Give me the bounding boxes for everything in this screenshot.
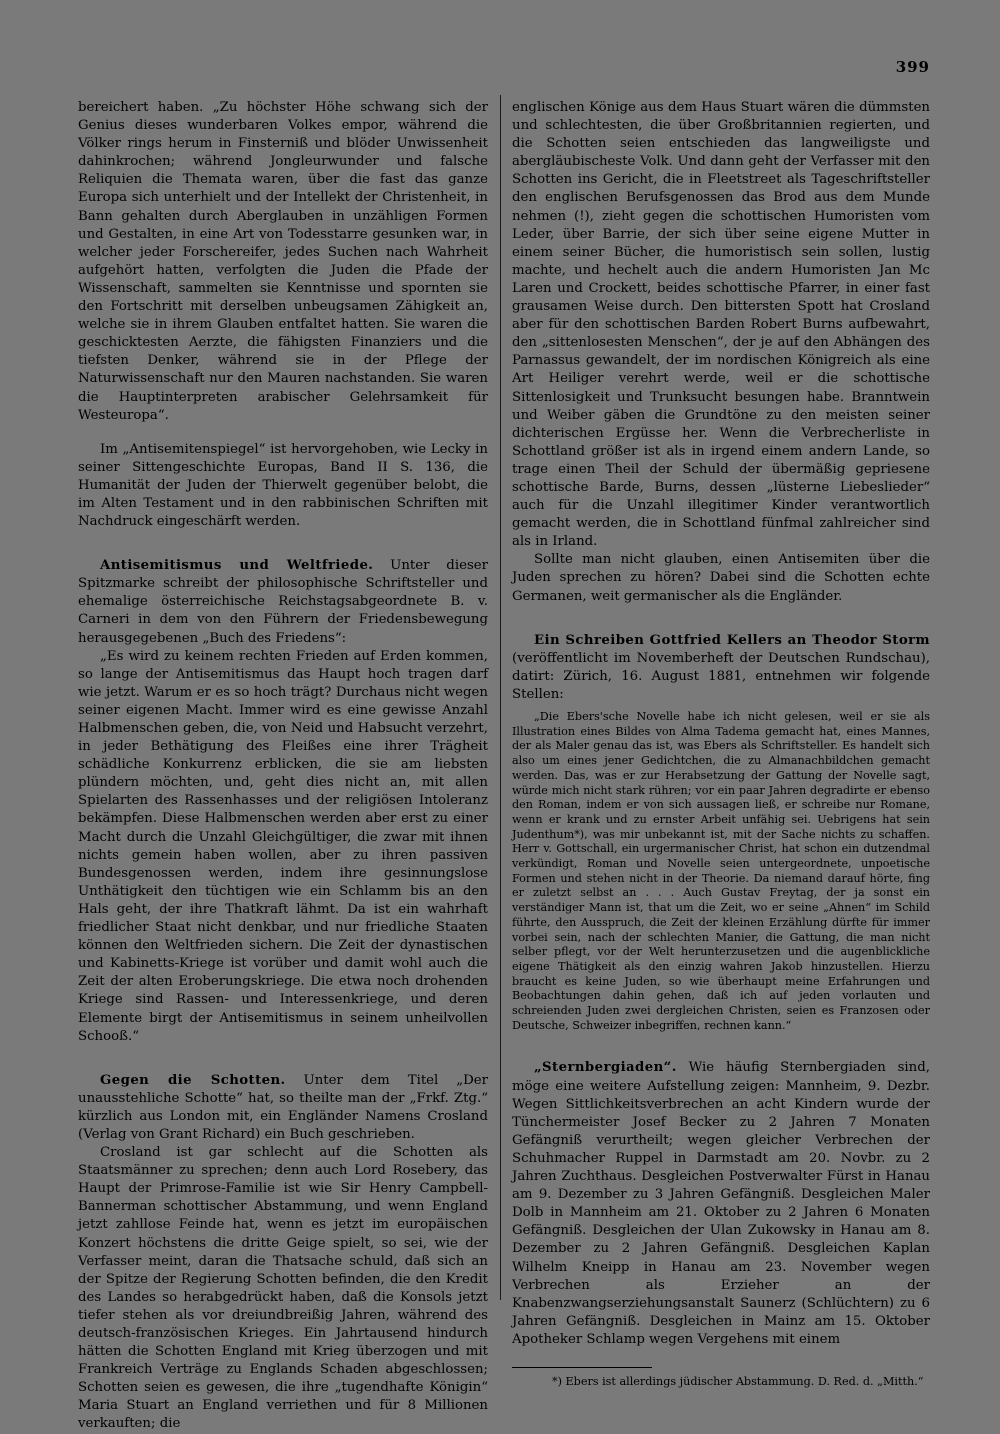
- section-heading: Antisemitismus und Weltfriede.: [100, 558, 374, 574]
- quote-paragraph: „Es wird zu keinem rechten Frieden auf Erden kommen, so lange der Antisemitismus das Haupt hoch tragen darf wie jetzt. Warum er es so hoch trägt? Durchaus nicht wegen seiner eigenen Macht. Immer wird es eine gewisse Anzahl Halbmenschen geben, die, von Neid und Habsucht verzehrt, in jeder Bethätigung des Fleißes eine ihrer Trägheit schädliche Konkurrenz erblicken, die sie am liebsten plündern möchten, und, geht dies nicht an, mit allen Spielarten des Rassenhasses und der religiösen Intoleranz bekämpfen. Diese Halbmenschen werden aber erst zu einer Macht durch die Unzahl Gleichgültiger, die zwar mit ihnen nichts gemein haben wollen, aber zu ihren passiven Bundesgenossen werden, indem ihre gesinnungslose Unthätigkeit den tüchtigen wie ein Schlamm bis an den Hals geht, der ihre Thatkraft lähmt. Da ist ein wahrhaft friedlicher Staat nicht denkbar, und nur friedliche Staaten können den Weltfrieden sichern. Die Zeit der dynastischen und Kabinetts-Kriege ist vorüber und damit wohl auch die Zeit der alten Eroberungskriege. Die etwa noch drohenden Kriege sind Rassen- und Interessenkriege, und deren Elemente birgt der Antisemitismus in seinem unheilvollen Schooß.“: [78, 648, 488, 1044]
- footnote: *) Ebers ist allerdings jüdischer Abstammung. D. Red. d. „Mitth.“: [552, 1374, 924, 1388]
- section-text: Unter dem Titel „Der unausstehliche Schotte“ hat, so theilte man der „Frkf. Ztg.“ kürzlich aus London mit, ein Engländer Namens Crosland (Verlag von Grant Richard) ein Buch geschrieben.: [78, 1072, 488, 1142]
- section-heading: Ein Schreiben Gottfried Kellers an Theodor Storm: [534, 632, 930, 648]
- paragraph: Im „Antisemitenspiegel“ ist hervorgehoben, wie Lecky in seiner Sittengeschichte Europas, Band II S. 136, die Humanität der Juden der Thierwelt gegenüber belobt, die im Alten Testament und in den rabbinischen Schriften mit Nachdruck eingeschärft werden.: [78, 441, 488, 530]
- section-heading: Gegen die Schotten.: [100, 1072, 286, 1088]
- paragraph: Sollte man nicht glauben, einen Antisemiten über die Juden sprechen zu hören? Dabei sind die Schotten echte Germanen, weit germanischer als die Engländer.: [512, 552, 930, 604]
- section-paragraph: [78, 1072, 488, 1144]
- right-column: [512, 99, 930, 1389]
- paragraph: englischen Könige aus dem Haus Stuart wären die dümmsten und schlechtesten, die über Großbritannien regierten, und die Schotten seien entschieden das langweiligste und abergläubischeste Volk. Und dann geht der Verfasser mit den Schotten ins Gericht, die in Fleetstreet als Tageschriftsteller den englischen Berufsgenossen das Brod aus dem Munde nehmen (!), zieht gegen die schottischen Humoristen vom Leder, über Barrie, der sich über seine eigene Mutter in einem seiner Bücher, die humoristisch sein sollen, lustig machte, und hechelt auch die andern Humoristen Jan Mc Laren und Crockett, beides schottische Pfarrer, in einer fast grausamen Weise durch. Den bittersten Spott hat Crosland aber für den schottischen Barden Robert Burns aufbewahrt, den „sittenlosesten Menschen“, der je auf den Abhängen des Parnassus gewandelt, der im nordischen Königreich als eine Art Heiliger verehrt werde, weil er die schottische Sittenlosigkeit und Trunksucht besungen habe. Branntwein und Weiber gäben die Grundtöne zu den meisten seiner dichterischen Ergüsse her. Wenn die Verbrecherliste in Schottland größer ist als in irgend einem andern Lande, so trage einen Theil der Schuld der übermäßig gepriesene schottische Barde, Burns, dessen „lüsterne Liebeslieder“ auch für die Unzahl illegitimer Kinder verantwortlich gemacht werden, die in Schottland fünfmal zahlreicher sind als in Irland.: [512, 100, 930, 550]
- section-text: Wie häufig Sternbergiaden sind, möge eine weitere Aufstellung zeigen: Mannheim, 9. Dezbr. Wegen Sittlichkeitsverbrechen an acht Kindern wurde der Tünchermeister Josef Becker zu 2 Jahren 7 Monaten Gefängniß verurtheilt; wegen gleicher Verbrechen der Schuhmacher Ruppel in Darmstadt am 20. Novbr. zu 2 Jahren Zuchthaus. Desgleichen Postverwalter Fürst in Hanau am 9. Dezember zu 3 Jahren Gefängniß. Desgleichen Maler Dolb in Mannheim am 21. Oktober zu 2 Jahren 6 Monaten Gefängniß. Desgleichen der Ulan Zukowsky in Hanau am 8. Dezember zu 2 Jahren Gefängniß. Desgleichen Kaplan Wilhelm Kneipp in Hanau am 23. November wegen Verbrechen als Erzieher an der Knabenzwangserziehungsanstalt Saunerz (Schlüchtern) zu 6 Jahren Gefängniß. Desgleichen in Mainz am 15. Oktober Apotheker Schlamp wegen Vergehens mit einem: [512, 1060, 930, 1347]
- section-text: (veröffentlicht im Novemberheft der Deutschen Rundschau), datirt: Zürich, 16. August 1881, entnehmen wir folgende Stellen:: [512, 650, 930, 702]
- letter-quote: „Die Ebers'sche Novelle habe ich nicht gelesen, weil er sie als Illustration eines Bildes von Alma Tadema gemacht hat, eines Mannes, der als Maler genau das ist, was Ebers als Schriftsteller. Es handelt sich also um eines jener Gedichtchen, die zu Almanachbildchen gemacht werden. Das, was er zur Herabsetzung der Gattung der Novelle sagt, würde mich nicht stark rühren; vor ein paar Jahren degradirte er ebenso den Roman, indem er von sich aussagen ließ, er schreibe nur Romane, wenn er krank und zu ernster Arbeit unfähig sei. Uebrigens hat sein Judenthum*), was mir unbekannt ist, mit der Sache nichts zu schaffen. Herr v. Gottschall, ein urgermanischer Christ, hat schon ein dutzendmal verkündigt, Roman und Novelle seien untergeordnete, unpoetische Formen und stehen nicht in der Theorie. Da niemand darauf hörte, fing er zuletzt selbst an . . . Auch Gustav Freytag, der ja sonst ein verständiger Mann ist, that um die Zeit, wo er seine „Ahnen“ im Schild führte, den Ausspruch, die Zeit der kleinen Erzählung dürfte für immer vorbei sein, nach der schlechten Manier, die Gattung, die man nicht selber pflegt, vor der Welt herunterzusetzen und die augenblickliche eigene Thätigkeit als den einzig wahren Jakob hinzustellen. Hierzu braucht es keine Juden, so wie überhaupt meine Erfahrungen und Beobachtungen dahin gehen, daß ich auf jeden vorlauten und schreienden Juden zwei dergleichen Christen, seien es Franzosen oder Deutsche, Schweizer inbegriffen, rechnen kann.“: [512, 710, 930, 1032]
- footnote-rule: [512, 1367, 652, 1368]
- section-text: Unter dieser Spitzmarke schreibt der philosophische Schriftsteller und ehemalige österreichische Reichstagsabgeordnete B. v. Carneri in dem von den Führern der Friedensbewegung herausgegebenen „Buch des Friedens“:: [78, 558, 488, 646]
- column-divider: [500, 95, 501, 1300]
- page-number: 399: [895, 58, 930, 76]
- left-column: [78, 99, 488, 1434]
- paragraph: Crosland ist gar schlecht auf die Schotten als Staatsmänner zu sprechen; denn auch Lord Rosebery, das Haupt der Primrose-Familie ist wie Sir Henry Campbell-Bannerman schottischer Abstammung, und wenn England jetzt zahllose Feinde hat, wenn es jetzt im europäischen Konzert höchstens die dritte Geige spielt, so sei, wie der Verfasser meint, daran die Thatsache schuld, daß sich an der Spitze der Regierung Schotten befinden, die den Kredit des Landes so herabgedrückt haben, daß die Konsols jetzt tiefer stehen als vor dreiundbreißig Jahren, während des deutsch-französischen Krieges. Ein Jahrtausend hindurch hätten die Schotten England mit Krieg überzogen und mit Frankreich Verträge zu Englands Schaden abgeschlossen; Schotten seien es gewesen, die ihre „tugendhafte Königin“ Maria Stuart an England verriethen und für 8 Millionen verkauften; die: [78, 1145, 488, 1432]
- section-heading: „Sternbergiaden“.: [534, 1060, 677, 1076]
- section-paragraph: [512, 1059, 930, 1349]
- paragraph: bereichert haben. „Zu höchster Höhe schwang sich der Genius dieses wunderbaren Volkes empor, während die Völker rings herum in Finsterniß und blöder Unwissenheit dahinkrochen; während Jongleurwunder und falsche Reliquien die Themata waren, über die fast das ganze Europa sich unterhielt und der Intellekt der Christenheit, in Bann gehalten durch Aberglauben in unzähligen Formen und Gestalten, in eine Art von Todesstarre gesunken war, in welcher jeder Forschereifer, jedes Suchen nach Wahrheit aufgehört hatten, verfolgten die Juden die Pfade der Wissenschaft, sammelten sie Kenntnisse und spornten sie den Fortschritt mit derselben unbeugsamen Zähigkeit an, welche sie in ihrem Glauben entfaltet hatten. Sie waren die geschicktesten Aerzte, die fähigsten Finanziers und die tiefsten Denker, während sie in der Pflege der Naturwissenschaft nur den Mauren nachstanden. Sie waren die Hauptinterpreten arabischer Gelehrsamkeit für Westeuropa“.: [78, 100, 488, 423]
- section-paragraph: [512, 632, 930, 704]
- section-paragraph: [78, 557, 488, 647]
